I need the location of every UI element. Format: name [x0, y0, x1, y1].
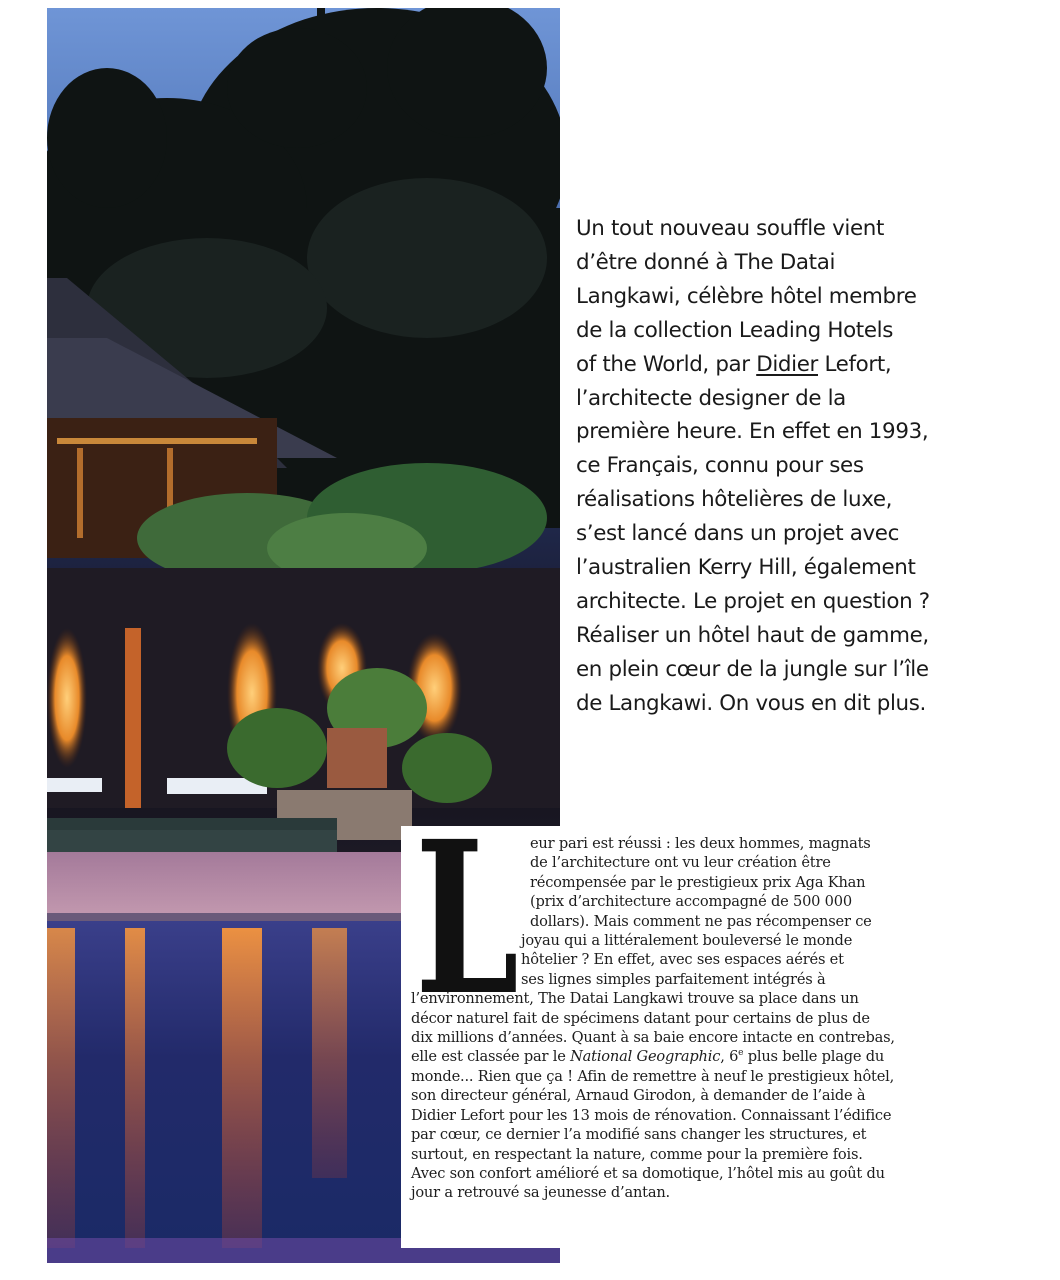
article-line: son directeur général, Arnaud Girodon, à demander de l’aide à — [411, 1087, 866, 1105]
article-text: plus belle plage du — [743, 1048, 885, 1066]
intro-line: d’être donné à The Datai — [576, 249, 836, 275]
article-line: récompensée par le prestigieux prix Aga Khan — [530, 873, 866, 891]
article-box — [401, 826, 941, 1248]
article-line: surtout, en respectant la nature, comme pour la première fois. — [411, 1145, 863, 1163]
intro-line: l’architecte designer de la — [576, 385, 846, 411]
article-line: Didier Lefort pour les 13 mois de rénovation. Connaissant l’édifice — [411, 1106, 892, 1124]
article-line: monde... Rien que ça ! Afin de remettre à neuf le prestigieux hôtel, — [411, 1067, 895, 1085]
article-line: joyau qui a littéralement bouleversé le monde — [521, 932, 853, 950]
intro-line: Un tout nouveau souffle vient — [576, 216, 885, 241]
article-line: Avec son confort amélioré et sa domotique, l’hôtel mis au goût du — [411, 1164, 885, 1182]
intro-text: Lefort, — [818, 351, 892, 377]
article-line: par cœur, ce dernier l’a modifié sans changer les structures, et — [411, 1126, 867, 1144]
ordinal-suffix: e — [738, 1048, 744, 1059]
intro-line: de Langkawi. On vous en dit plus. — [576, 690, 926, 716]
svg-text:L: L — [415, 834, 519, 996]
article-line: de l’architecture ont vu leur création être — [530, 854, 831, 872]
intro-line: première heure. En effet en 1993, — [576, 419, 929, 445]
intro-paragraph — [576, 212, 1016, 721]
article-line: (prix d’architecture accompagné de 500 000 — [530, 893, 852, 911]
intro-line: en plein cœur de la jungle sur l’île — [576, 656, 929, 682]
article-line: jour a retrouvé sa jeunesse d’antan. — [411, 1184, 670, 1202]
intro-line: ce Français, connu pour ses — [576, 453, 864, 479]
article-line: l’environnement, The Datai Langkawi trouve sa place dans un — [411, 990, 859, 1008]
publication-name: National Geographic — [570, 1048, 721, 1066]
intro-line — [576, 348, 1016, 382]
article-line: décor naturel fait de spécimens datant pour certains de plus de — [411, 1009, 870, 1027]
intro-line: de la collection Leading Hotels — [576, 317, 894, 343]
intro-line: s’est lancé dans un projet avec — [576, 521, 899, 547]
intro-text: of the World, par — [576, 351, 757, 377]
article-text: elle est classée par le — [411, 1048, 571, 1066]
article-line: hôtelier ? En effet, avec ses espaces aérés et — [521, 951, 844, 969]
article-line: ses lignes simples parfaitement intégrés à — [521, 970, 826, 988]
article-line — [411, 1047, 936, 1066]
intro-line: Réaliser un hôtel haut de gamme, — [576, 622, 929, 648]
article-line: dollars). Mais comment ne pas récompenser ce — [530, 912, 872, 930]
article-line: dix millions d’années. Quant à sa baie encore intacte en contrebas, — [411, 1029, 895, 1047]
article-body — [411, 834, 936, 1203]
didier-link[interactable]: Didier — [756, 351, 818, 377]
intro-line: l’australien Kerry Hill, également — [576, 555, 916, 581]
intro-line: Langkawi, célèbre hôtel membre — [576, 283, 917, 309]
article-line: eur pari est réussi : les deux hommes, magnats — [530, 835, 871, 852]
intro-line: architecte. Le projet en question ? — [576, 588, 930, 614]
intro-line: réalisations hôtelières de luxe, — [576, 487, 893, 513]
article-text: , 6 — [720, 1048, 739, 1066]
